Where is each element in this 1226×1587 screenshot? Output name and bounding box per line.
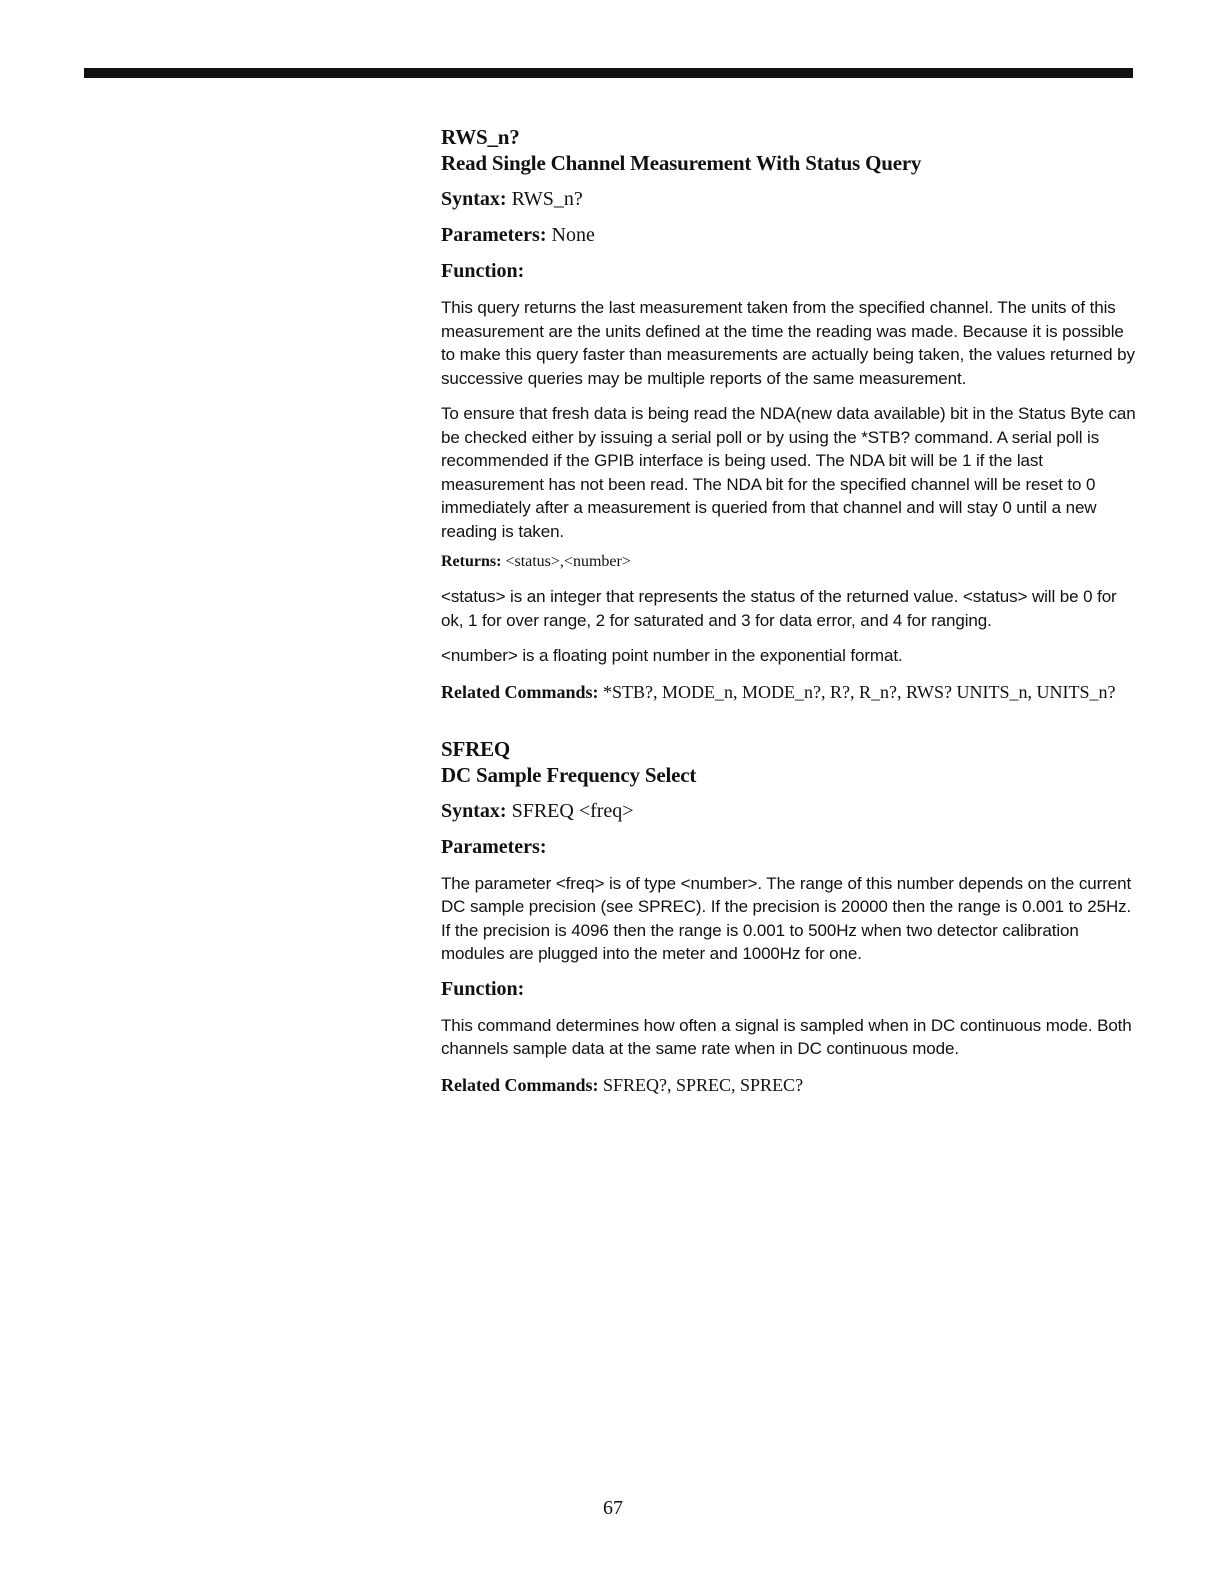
function-paragraph: To ensure that fresh data is being read the NDA(new data available) bit in the Status Byte can be checked either by issuing a serial poll or by using the *STB? command. A serial poll is recommended if the GPIB interface is being used. The NDA bit will be 1 if the last measurement has not been read. The NDA bit for the specified channel will be reset to 0 immediately after a measurement is queried from that channel and will stay 0 until a new reading is taken.: [441, 404, 1136, 541]
page-number: 67: [603, 1497, 623, 1519]
related-commands-line: [441, 1073, 1136, 1097]
section-rws-n: [441, 124, 1136, 704]
syntax-value: RWS_n?: [511, 188, 583, 210]
parameters-heading: Parameters:: [441, 835, 547, 858]
command-name: SFREQ: [441, 736, 511, 761]
command-name: RWS_n?: [441, 125, 520, 149]
parameters-value: None: [551, 224, 595, 246]
returns-paragraph: <number> is a floating point number in the exponential format.: [441, 646, 903, 665]
syntax-label: Syntax:: [441, 799, 507, 822]
function-paragraph: This query returns the last measurement taken from the specified channel. The units of this measurement are the units defined at the time the reading was made. Because it is possible to make this query faster than measurements are actually being taken, the values returned by successive queries may be multiple reports of the same measurement.: [441, 298, 1135, 388]
related-commands-label: Related Commands:: [441, 1074, 599, 1095]
function-heading: Function:: [441, 260, 525, 282]
command-title: Read Single Channel Measurement With Status Query: [441, 151, 922, 175]
related-commands-line: [441, 680, 1136, 704]
top-rule: [84, 68, 1133, 78]
returns-label: Returns:: [441, 553, 502, 570]
command-title: DC Sample Frequency Select: [441, 762, 697, 787]
syntax-line: [441, 186, 1136, 212]
function-paragraph: This command determines how often a signal is sampled when in DC continuous mode. Both channels sample data at the same rate when in DC continuous mode.: [441, 1015, 1132, 1058]
returns-line: [441, 551, 1136, 573]
parameters-label: Parameters:: [441, 224, 547, 246]
syntax-line: [441, 798, 1136, 824]
page-content: [441, 124, 1136, 1097]
syntax-value: SFREQ <freq>: [511, 799, 634, 822]
returns-value: <status>,<number>: [505, 553, 631, 570]
parameters-line: [441, 222, 1136, 248]
related-commands-value: SFREQ?, SPREC, SPREC?: [603, 1074, 804, 1095]
function-heading: Function:: [441, 977, 525, 1000]
related-commands-label: Related Commands:: [441, 681, 599, 702]
section-sfreq: [441, 736, 1136, 1097]
syntax-label: Syntax:: [441, 188, 507, 210]
related-commands-value: *STB?, MODE_n, MODE_n?, R?, R_n?, RWS? UNITS_n, UNITS_n?: [603, 681, 1116, 702]
parameters-paragraph: The parameter <freq> is of type <number>. The range of this number depends on the current DC sample precision (see SPREC). If the precision is 20000 then the range is 0.001 to 25Hz. If the precision is 4096 then the range is 0.001 to 500Hz when two detector calibration modules are plugged into the meter and 1000Hz for one.: [441, 873, 1132, 963]
returns-paragraph: <status> is an integer that represents the status of the returned value. <status> will be 0 for ok, 1 for over range, 2 for saturated and 3 for data error, and 4 for ranging.: [441, 587, 1117, 630]
